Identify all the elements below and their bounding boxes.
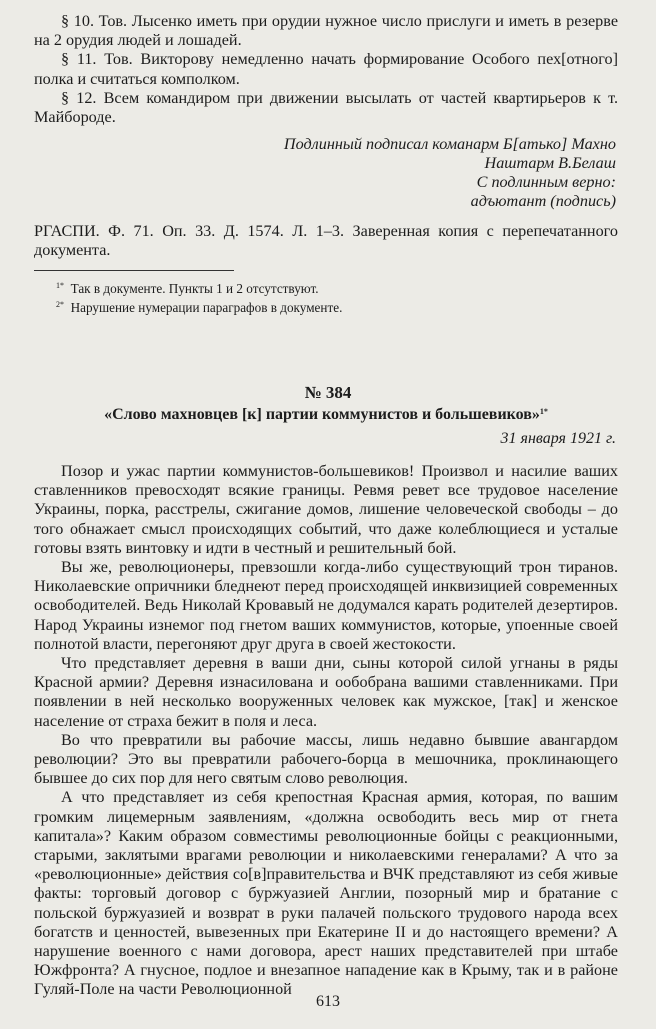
body-paragraph: Вы же, революционеры, превзошли когда-либо существующий трон тиранов. Николаевские опричники бледнеют перед происходящей инквизицией современных освободителей. Ведь Николай Кровавый не додумался карать родителей дезертиров. Народ Украины изнемог под гнетом ваших коммунистов, которые, упоенные своей полнотой власти, перегоняют друг друга в своей жестокости. [34,558,618,653]
signature-block [34,135,616,211]
footnote-mark: 1* [539,407,548,416]
document-title-text: «Слово махновцев [к] партии коммунистов и большевиков» [104,406,540,423]
footnote-text: Так в документе. Пункты 1 и 2 отсутствуют. [70,281,319,296]
body-paragraph: А что представляет из себя крепостная Красная армия, которая, по вашим громким лицемерным заявлениям, «должна освободить весь мир от гнета капитала»? Каким образом совместимы революционные бойцы с реакционными, старыми, заклятыми врагами революции и николаевскими генералами? А что за «революционные» действия со[в]правительства и ВЧК представляют из себя живые факты: торговый договор с буржуазией Англии, позорный мир и братание с польской буржуазией и возврат в руки палачей польского трудового народа всех богатств и ценностей, вывезенных при Екатерине II и до настоящего времени? А нарушение военного с нами договора, арест наших представителей при штабе Южфронта? А гнусное, подлое и внезапное нападение как в Крыму, так и в районе Гуляй-Поле на части Революционной [34,788,618,999]
signature-line: Подлинный подписал команарм Б[атько] Махно [283,135,616,153]
footnote [34,297,618,316]
page-number: 613 [316,993,340,1010]
body-paragraph: Во что превратили вы рабочие массы, лишь недавно бывшие авангардом революции? Это вы превратили рабочего-борца в мешочника, проклинающего бывшее до сих пор для него святым слово революция. [34,730,618,788]
paragraph-11: § 11. Тов. Викторову немедленно начать формирование Особого пех[отного] полка и считаться комполком. [34,50,618,88]
top-paragraphs [34,12,618,127]
paragraph-10: § 10. Тов. Лысенко иметь при орудии нужное число прислуги и иметь в резерве на 2 орудия людей и лошадей. [34,12,618,50]
footnote [34,278,618,297]
footnote-mark: 2* [56,300,64,309]
document-body [34,462,618,1000]
document-number: № 384 [304,383,352,402]
signature-line: С подлинным верно: [476,173,616,191]
signature-line: адъютант (подпись) [470,192,616,210]
footnote-divider [34,270,234,271]
document-title [34,406,618,424]
footnotes [34,278,618,316]
archive-reference [34,222,618,260]
paragraph-12: § 12. Всем командиром при движении высылать от частей квартирьеров к т. Майбороде. [34,88,618,127]
archive-reference-text: РГАСПИ. Ф. 71. Оп. 33. Д. 1574. Л. 1–3. Заверенная копия с перепечатанного документа. [34,222,618,260]
body-paragraph: Что представляет деревня в ваши дни, сыны которой силой угнаны в ряды Красной армии? Деревня изнасилована и ообобрана вашими ставленниками. При появлении в ней несколько вооруженных человек как мужское, [так] и женское население от страха бежит в поля и леса. [34,654,618,730]
footnote-text: Нарушение нумерации параграфов в документе. [70,300,343,315]
signature-line: Наштарм В.Белаш [484,154,616,172]
document-date: 31 января 1921 г. [500,430,616,447]
body-paragraph: Позор и ужас партии коммунистов-большевиков! Произвол и насилие ваших ставленников превосходят всякие границы. Ревмя ревет все трудовое население Украины, порка, расстрелы, сжигание домов, лишение человеческой свободы – до того обнажает смысл происходящих событий, что даже колеблющиеся и усталые готовы взять винтовку и идти в честный и решительный бой. [34,462,618,557]
footnote-mark: 1* [56,281,64,290]
